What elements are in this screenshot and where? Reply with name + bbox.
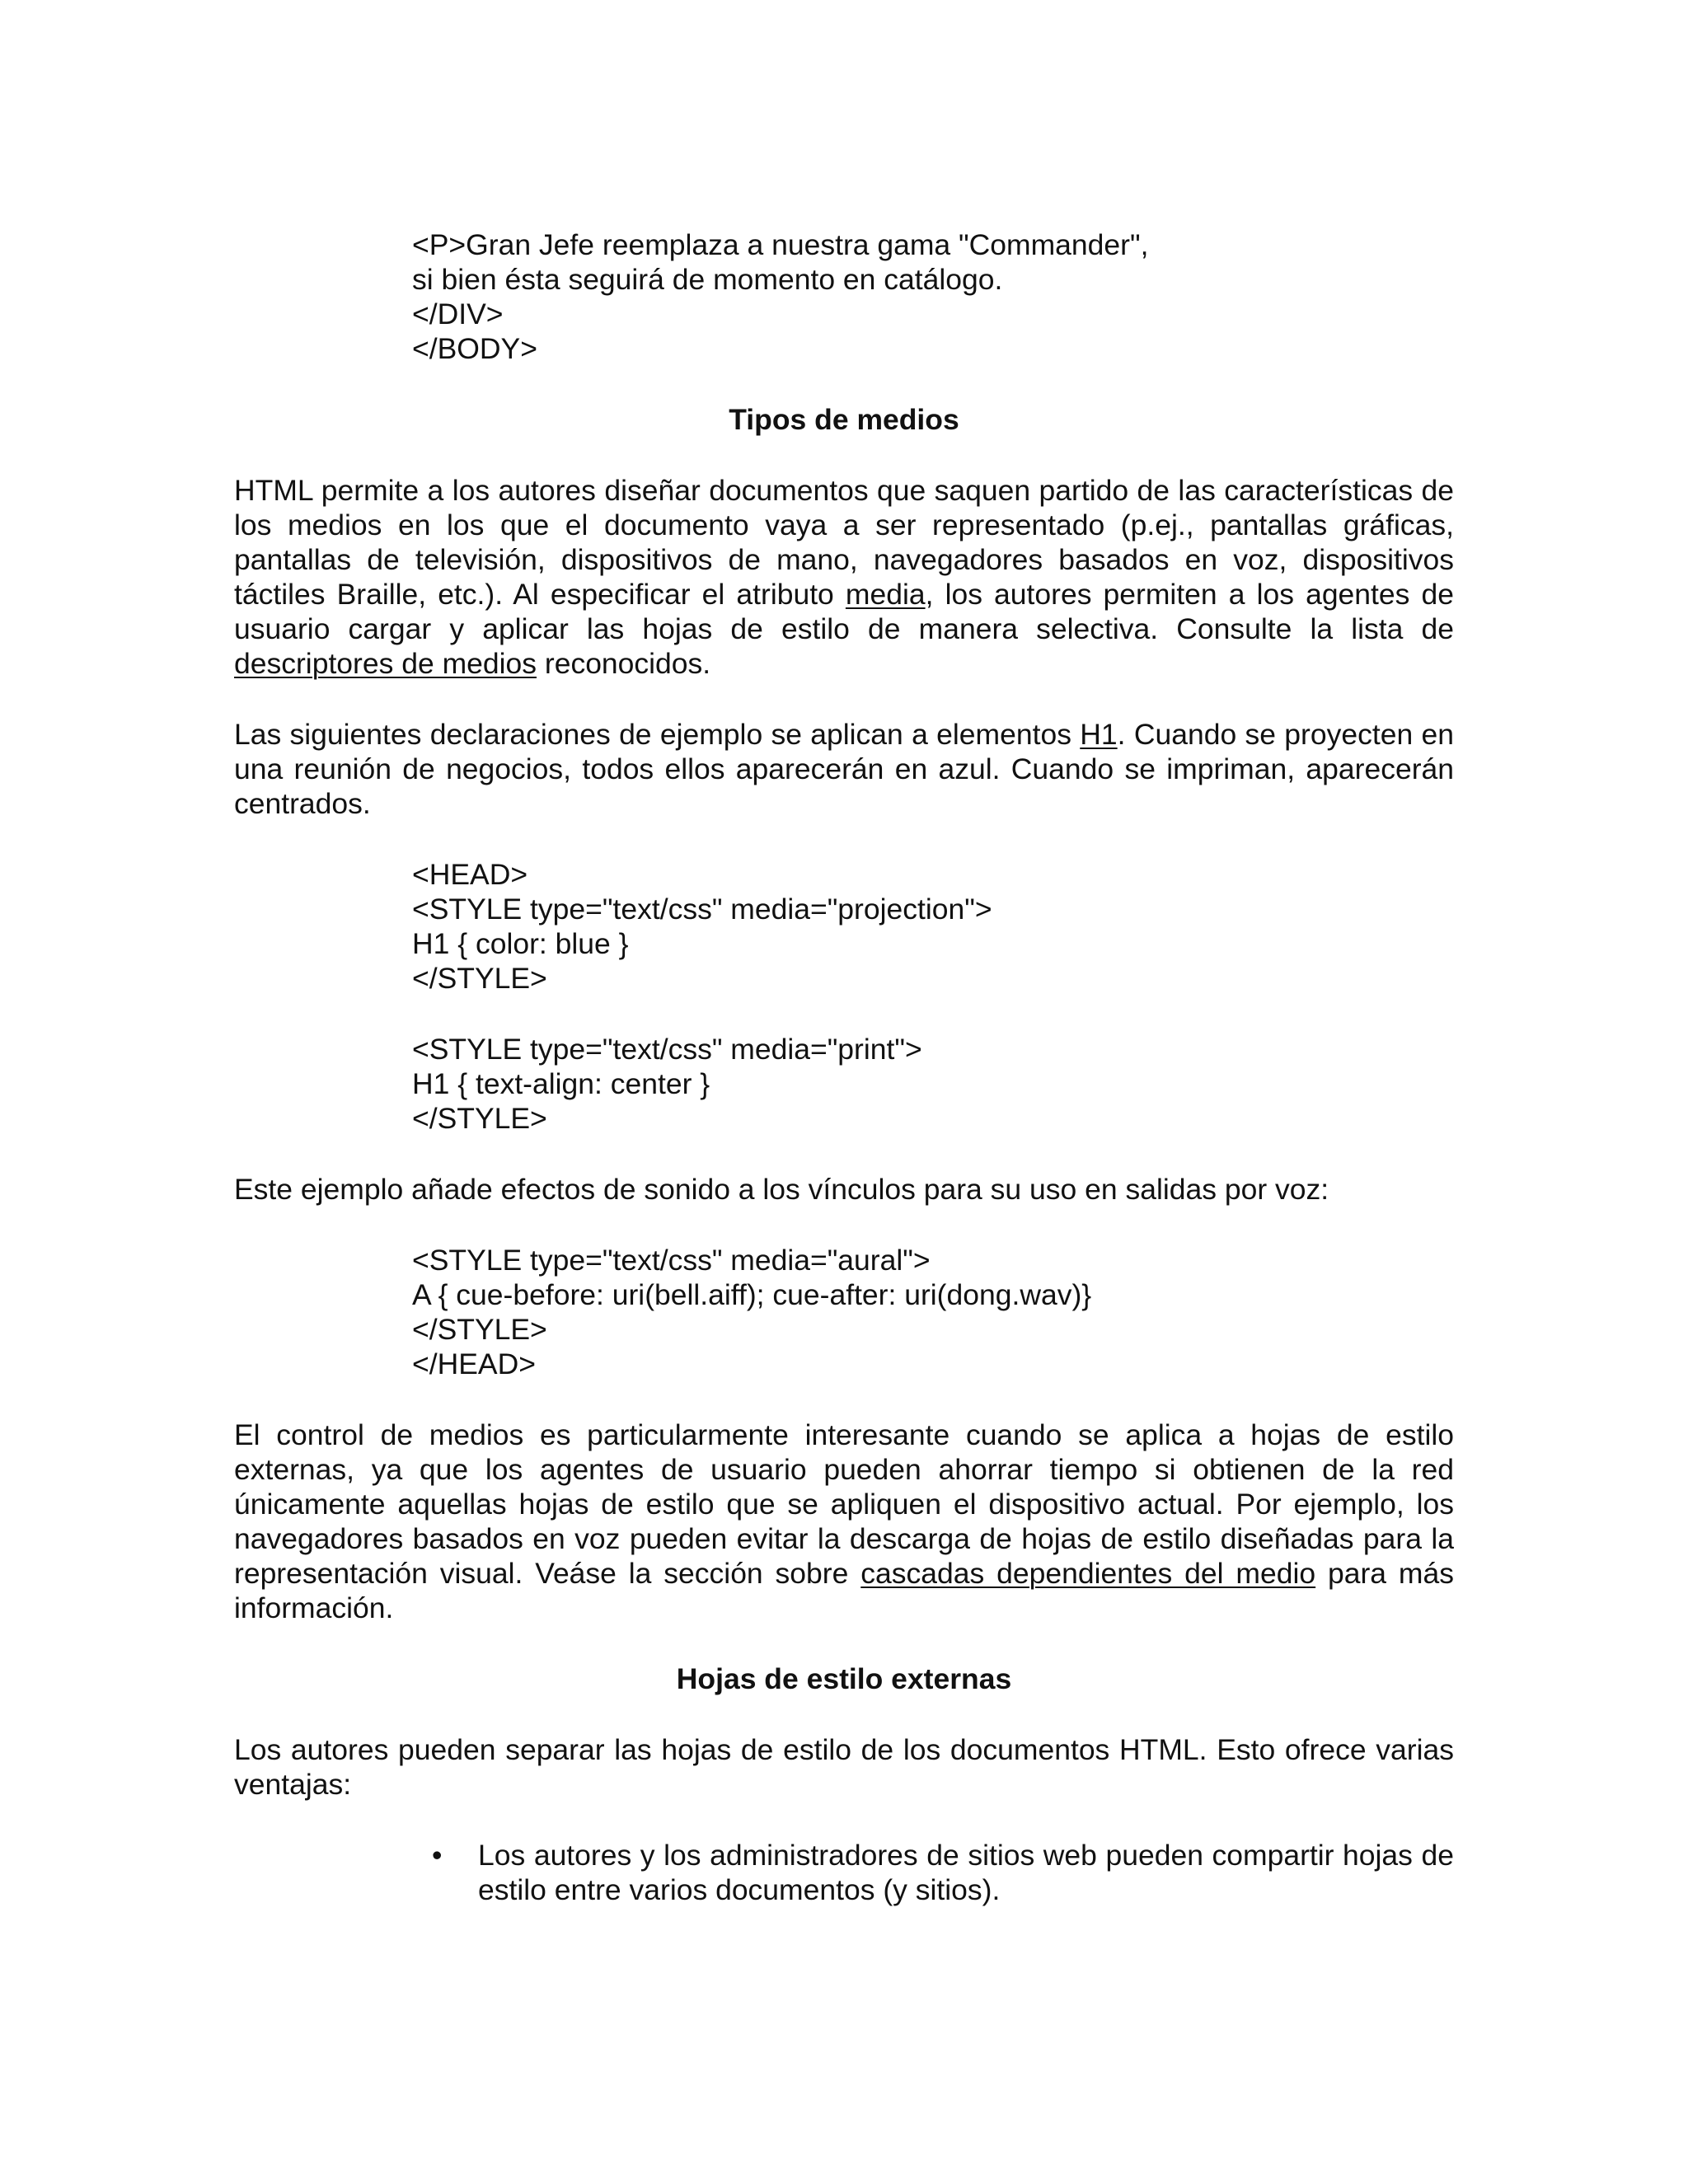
code-line: </HEAD>	[412, 1347, 536, 1380]
link-media[interactable]: media	[845, 578, 926, 611]
paragraph-aural-example: Este ejemplo añade efectos de sonido a los vínculos para su uso en salidas por voz:	[234, 1173, 1329, 1206]
code-line: </STYLE>	[412, 962, 547, 995]
section-heading-hojas-de-estilo-externas: Hojas de estilo externas	[676, 1662, 1012, 1695]
code-line: </BODY>	[412, 332, 537, 365]
paragraph-media-control	[234, 1418, 1454, 1625]
paragraph-text: HTML permite a los autores diseñar documentos que saquen partido de las características de los medios en los que el documento vaya a ser representado (p.ej., pantallas gráficas, pantallas de televisión, dispositivos de mano, navegadores basados en voz, dispositivos táctiles Braille, etc.). Al especificar el atributo	[234, 474, 1454, 611]
intro-code-block	[234, 227, 1454, 366]
paragraph-text: reconocidos.	[537, 647, 711, 680]
code-line: <STYLE type="text/css" media="print">	[412, 1033, 922, 1066]
document-page	[234, 227, 1454, 1907]
code-line: <P>Gran Jefe reemplaza a nuestra gama "Commander",	[412, 228, 1149, 261]
list-item	[234, 1838, 1454, 1907]
paragraph-text: , los autores permiten a los agentes de usuario cargar y aplicar las hojas de estilo de manera selectiva. Consulte la lista de	[234, 578, 1454, 645]
code-line: <STYLE type="text/css" media="projection">	[412, 893, 992, 926]
code-block-print	[234, 1032, 1454, 1136]
code-line: H1 { color: blue }	[412, 927, 629, 960]
code-line: <STYLE type="text/css" media="aural">	[412, 1244, 931, 1277]
paragraph-text: para más información.	[234, 1557, 1454, 1624]
list-item-text: Los autores y los administradores de sitios web pueden compartir hojas de estilo entre varios documentos (y sitios).	[478, 1839, 1454, 1906]
section-heading-tipos-de-medios: Tipos de medios	[729, 403, 959, 436]
code-line: A { cue-before: uri(bell.aiff); cue-after: uri(dong.wav)}	[412, 1278, 1092, 1311]
code-line: H1 { text-align: center }	[412, 1067, 710, 1100]
link-descriptores-de-medios[interactable]: descriptores de medios	[234, 647, 537, 680]
paragraph-external-intro: Los autores pueden separar las hojas de estilo de los documentos HTML. Esto ofrece varias ventajas:	[234, 1733, 1454, 1801]
code-line: <HEAD>	[412, 858, 528, 891]
paragraph-h1-example	[234, 717, 1454, 821]
code-line: si bien ésta seguirá de momento en catálogo.	[412, 263, 1003, 296]
paragraph-media-intro	[234, 473, 1454, 681]
code-line: </STYLE>	[412, 1102, 547, 1135]
code-block-projection	[234, 857, 1454, 996]
link-cascadas-dependientes-del-medio[interactable]: cascadas dependientes del medio	[860, 1557, 1316, 1590]
code-block-aural	[234, 1243, 1454, 1381]
link-h1[interactable]: H1	[1080, 718, 1118, 751]
paragraph-text: . Cuando se proyecten en una reunión de negocios, todos ellos aparecerán en azul. Cuando se impriman, aparecerán centrados.	[234, 718, 1454, 820]
code-line: </STYLE>	[412, 1313, 547, 1346]
code-line: </DIV>	[412, 298, 504, 330]
paragraph-text: El control de medios es particularmente interesante cuando se aplica a hojas de estilo externas, ya que los agentes de usuario pueden ahorrar tiempo si obtienen de la red únicamente aquellas hojas de estilo que se apliquen el dispositivo actual. Por ejemplo, los navegadores basados en voz pueden evitar la descarga de hojas de estilo diseñadas para la representación visual. Veáse la sección sobre	[234, 1418, 1454, 1590]
paragraph-text: Las siguientes declaraciones de ejemplo se aplican a elementos	[234, 718, 1081, 751]
bullet-icon: •	[432, 1839, 443, 1872]
